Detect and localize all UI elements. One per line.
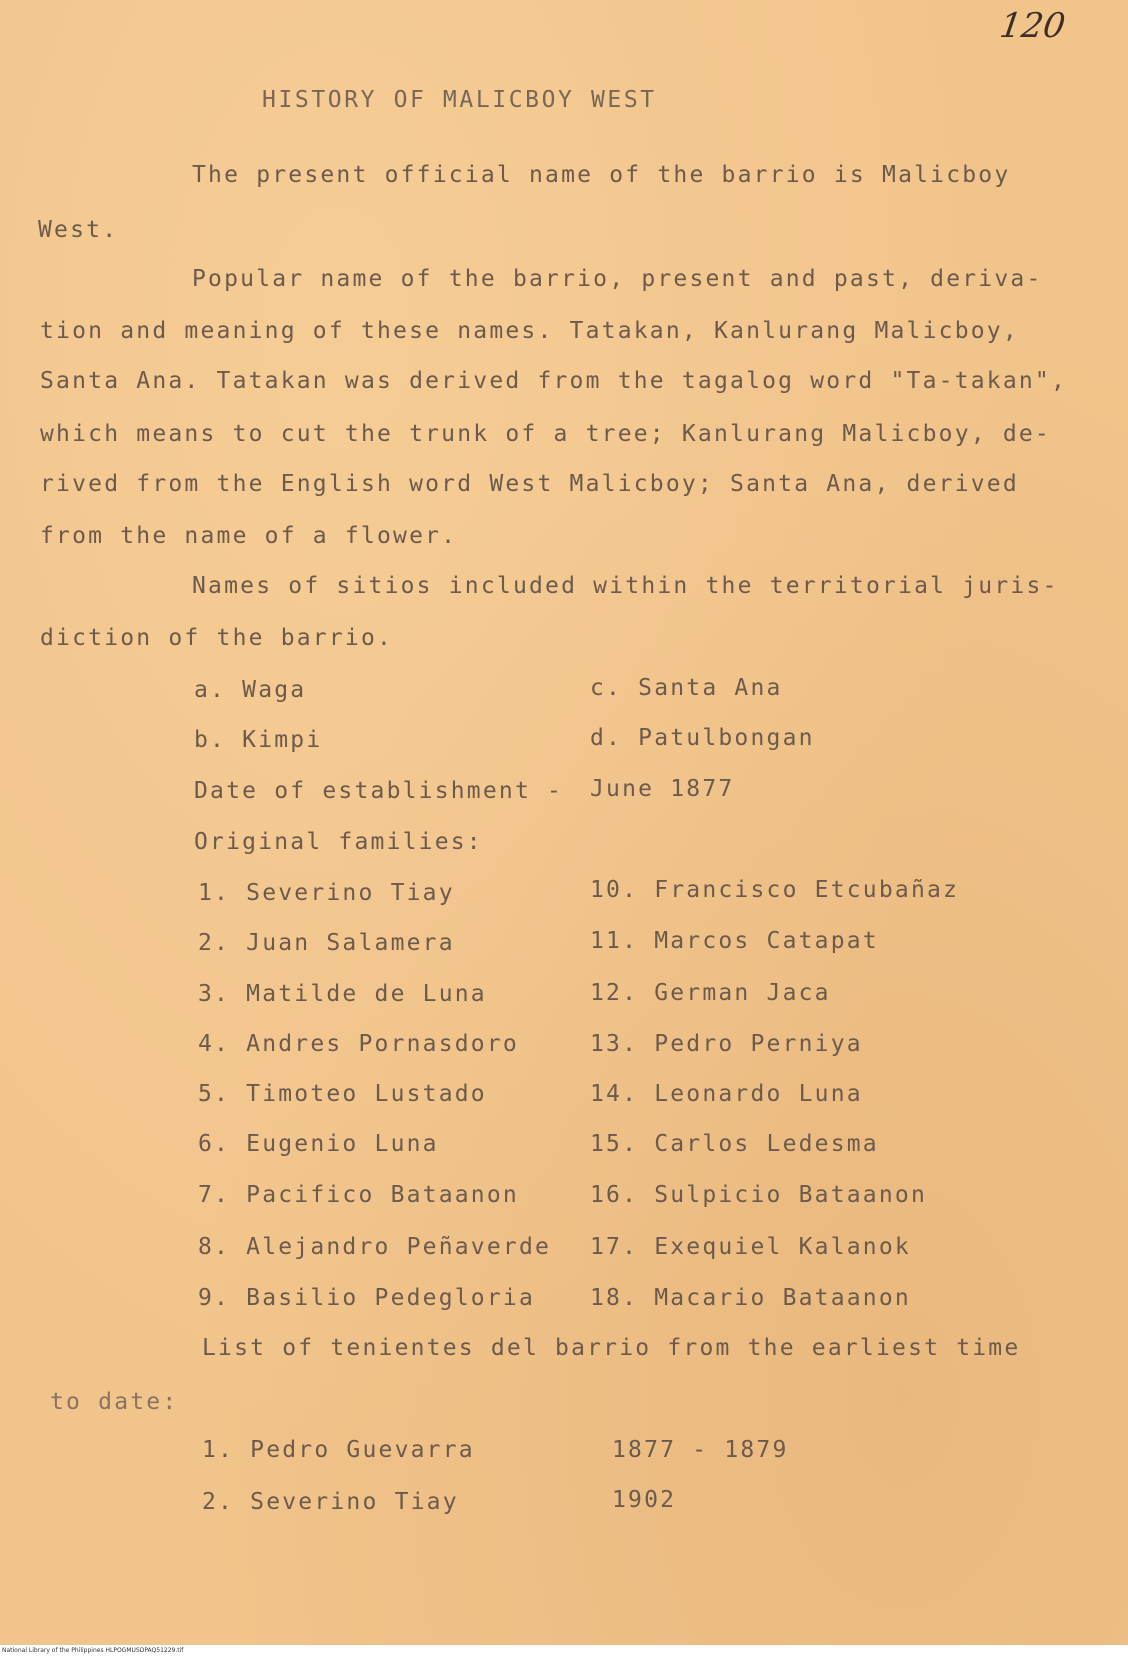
popular-name-line-2: tion and meaning of these names. Tatakan, Kanlurang Malicboy, [40,318,1019,344]
family-item: 10. Francisco Etcubañaz [590,877,960,903]
family-item: 11. Marcos Catapat [590,928,879,954]
family-item: 13. Pedro Perniya [590,1031,863,1057]
establishment-label: Date of establishment - [194,778,564,804]
teniente-years: 1902 [612,1487,677,1513]
family-item: 5. Timoteo Lustado [198,1081,487,1107]
document-title: HISTORY OF MALICBOY WEST [262,87,657,113]
family-item: 17. Exequiel Kalanok [590,1234,911,1260]
scan-footer-text: National Library of the Philippines HLPOGMUSDPAQ51229.tif [2,1647,184,1654]
family-item: 9. Basilio Pedegloria [198,1285,535,1311]
family-item: 14. Leonardo Luna [590,1081,863,1107]
official-name-line-2: West. [38,217,119,243]
establishment-value: June 1877 [590,776,735,802]
family-item: 7. Pacifico Bataanon [198,1182,519,1208]
family-item: 16. Sulpicio Bataanon [590,1182,927,1208]
families-heading: Original families: [194,829,483,855]
family-item: 3. Matilde de Luna [198,981,487,1007]
popular-name-line-3: Santa Ana. Tatakan was derived from the tagalog word "Ta-takan", [40,368,1068,394]
family-item: 12. German Jaca [590,980,831,1006]
family-item: 18. Macario Bataanon [590,1285,911,1311]
family-item: 4. Andres Pornasdoro [198,1031,519,1057]
family-item: 1. Severino Tiay [198,880,455,906]
teniente-name: 1. Pedro Guevarra [202,1437,475,1463]
sitios-intro-line-1: Names of sitios included within the territorial juris- [192,573,1059,599]
sitios-intro-line-2: diction of the barrio. [40,625,394,651]
sitio-item: c. Santa Ana [590,675,783,701]
tenientes-intro-line-2: to date: [50,1389,179,1415]
family-item: 6. Eugenio Luna [198,1131,439,1157]
sitio-item: a. Waga [194,677,307,703]
teniente-years: 1877 - 1879 [612,1437,789,1463]
popular-name-line-1: Popular name of the barrio, present and past, deriva- [192,266,1043,292]
family-item: 2. Juan Salamera [198,930,455,956]
popular-name-line-5: rived from the English word West Malicboy; Santa Ana, derived [40,471,1019,497]
sitio-item: b. Kimpi [194,727,323,753]
teniente-name: 2. Severino Tiay [202,1489,459,1515]
official-name-line-1: The present official name of the barrio is Malicboy [192,162,1011,188]
family-item: 8. Alejandro Peñaverde [198,1234,552,1260]
popular-name-line-4: which means to cut the trunk of a tree; Kanlurang Malicboy, de- [40,421,1051,447]
sitio-item: d. Patulbongan [590,725,815,751]
popular-name-line-6: from the name of a flower. [40,523,458,549]
page-number: 120 [997,6,1068,46]
tenientes-intro-line-1: List of tenientes del barrio from the earliest time [202,1335,1021,1361]
family-item: 15. Carlos Ledesma [590,1131,879,1157]
